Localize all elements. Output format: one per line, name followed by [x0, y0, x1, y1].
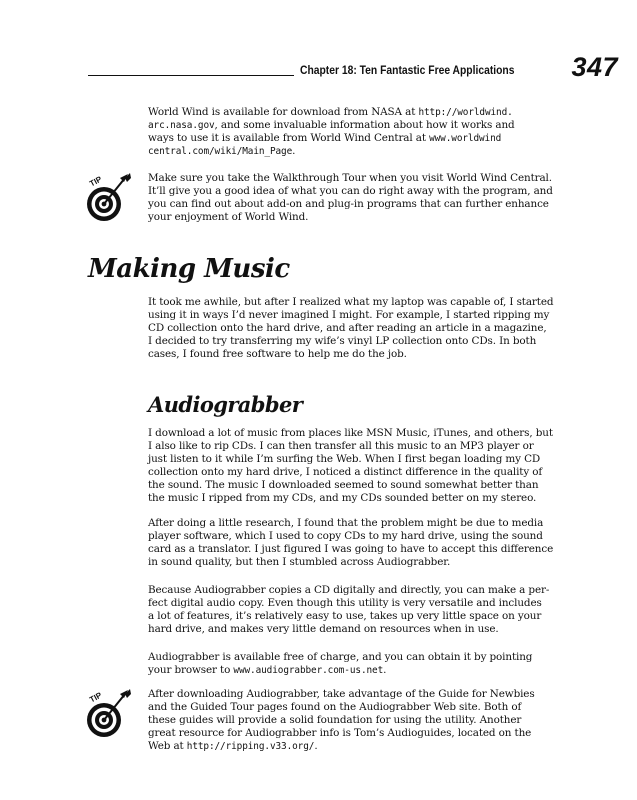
- svg-text:TIP: TIP: [88, 174, 104, 189]
- paragraph-worldwind-download: [148, 106, 552, 158]
- text: World Wind is available for download from NASA at: [148, 106, 419, 118]
- text-line: [148, 106, 552, 119]
- chapter-title: Chapter 18: Ten Fantastic Free Applications: [300, 63, 515, 77]
- text-line: and the Guided Tour pages found on the Audiograbber Web site. Both of: [148, 701, 522, 713]
- text-line: I download a lot of music from places like MSN Music, iTunes, and others, but: [148, 427, 553, 439]
- url-link: www.worldwind: [429, 133, 502, 144]
- text-line: [148, 664, 552, 677]
- section-heading-making-music: Making Music: [88, 254, 290, 284]
- text-line: using it in ways I’d never imagined I might. For example, I started ripping my: [148, 309, 550, 321]
- text-line: in sound quality, but then I stumbled across Audiograbber.: [148, 556, 451, 568]
- text-line: It’ll give you a good idea of what you can do right away with the program, and: [148, 185, 553, 197]
- text-line: hard drive, and makes very little demand on resources when in use.: [148, 623, 499, 635]
- tip-target-icon: [84, 688, 132, 740]
- url-link: http://worldwind.: [418, 107, 513, 118]
- text-line: these guides will provide a solid foundation for using the utility. Another: [148, 714, 522, 726]
- text-line: [148, 145, 552, 158]
- text-line: [148, 119, 552, 132]
- text: your browser to: [148, 664, 234, 676]
- text-line: It took me awhile, but after I realized what my laptop was capable of, I started: [148, 296, 554, 308]
- url-link: www.audiograbber.com-us.net: [233, 665, 384, 676]
- text: .: [292, 145, 296, 157]
- text-line: Audiograbber is available free of charge, and you can obtain it by pointing: [148, 651, 533, 663]
- text: Web at: [148, 740, 187, 752]
- subsection-heading-audiograbber: Audiograbber: [148, 392, 303, 417]
- text-line: Because Audiograbber copies a CD digitally and directly, you can make a per-: [148, 584, 550, 596]
- text: , and some invaluable information about how it works and: [214, 119, 515, 131]
- text: ways to use it is available from World Wind Central at: [148, 132, 430, 144]
- text-line: you can find out about add-on and plug-in programs that can further enhance: [148, 198, 549, 210]
- tip-target-icon: [84, 172, 132, 224]
- text-line: your enjoyment of World Wind.: [148, 211, 309, 223]
- url-link: http://ripping.v33.org/: [186, 741, 315, 752]
- text-line: fect digital audio copy. Even though this utility is very versatile and includes: [148, 597, 542, 609]
- text-line: [148, 740, 552, 753]
- text: .: [314, 740, 318, 752]
- text-line: After downloading Audiograbber, take advantage of the Guide for Newbies: [148, 688, 535, 700]
- url-link: arc.nasa.gov: [148, 120, 215, 131]
- page-number: 347: [571, 52, 618, 82]
- url-link: central.com/wiki/Main_Page: [148, 146, 293, 157]
- paragraph-audiograbber-2: [148, 517, 552, 569]
- tip-paragraph: [148, 688, 552, 753]
- text-line: After doing a little research, I found that the problem might be due to media: [148, 517, 544, 529]
- paragraph-audiograbber-1: [148, 427, 552, 505]
- header-rule: [88, 75, 294, 76]
- paragraph-audiograbber-4: [148, 651, 552, 677]
- text-line: great resource for Audiograbber info is Tom’s Audioguides, located on the: [148, 727, 532, 739]
- text: .: [383, 664, 387, 676]
- text-line: collection onto my hard drive, I noticed a distinct difference in the quality of: [148, 466, 543, 478]
- text-line: player software, which I used to copy CDs to my hard drive, using the sound: [148, 530, 543, 542]
- text-line: Make sure you take the Walkthrough Tour when you visit World Wind Central.: [148, 172, 552, 184]
- text-line: cases, I found free software to help me do the job.: [148, 348, 407, 360]
- text-line: I decided to try transferring my wife’s vinyl LP collection onto CDs. In both: [148, 335, 537, 347]
- paragraph-audiograbber-3: [148, 584, 552, 636]
- text-line: CD collection onto the hard drive, and after reading an article in a magazine,: [148, 322, 547, 334]
- paragraph-making-music-intro: [148, 296, 552, 361]
- text-line: card as a translator. I just figured I was going to have to accept this difference: [148, 543, 554, 555]
- text-line: a lot of features, it’s relatively easy to use, takes up very little space on your: [148, 610, 542, 622]
- text-line: the sound. The music I downloaded seemed to sound somewhat better than: [148, 479, 539, 491]
- tip-label: [88, 690, 104, 704]
- text-line: the music I ripped from my CDs, and my CDs sounded better on my stereo.: [148, 492, 537, 504]
- running-head: [88, 52, 618, 88]
- tip-label: [88, 174, 104, 188]
- text-line: just listen to it while I’m surfing the Web. When I first began loading my CD: [148, 453, 541, 465]
- svg-text:TIP: TIP: [88, 690, 104, 705]
- text-line: [148, 132, 552, 145]
- tip-paragraph: [148, 172, 552, 224]
- text-line: I also like to rip CDs. I can then transfer all this music to an MP3 player or: [148, 440, 534, 452]
